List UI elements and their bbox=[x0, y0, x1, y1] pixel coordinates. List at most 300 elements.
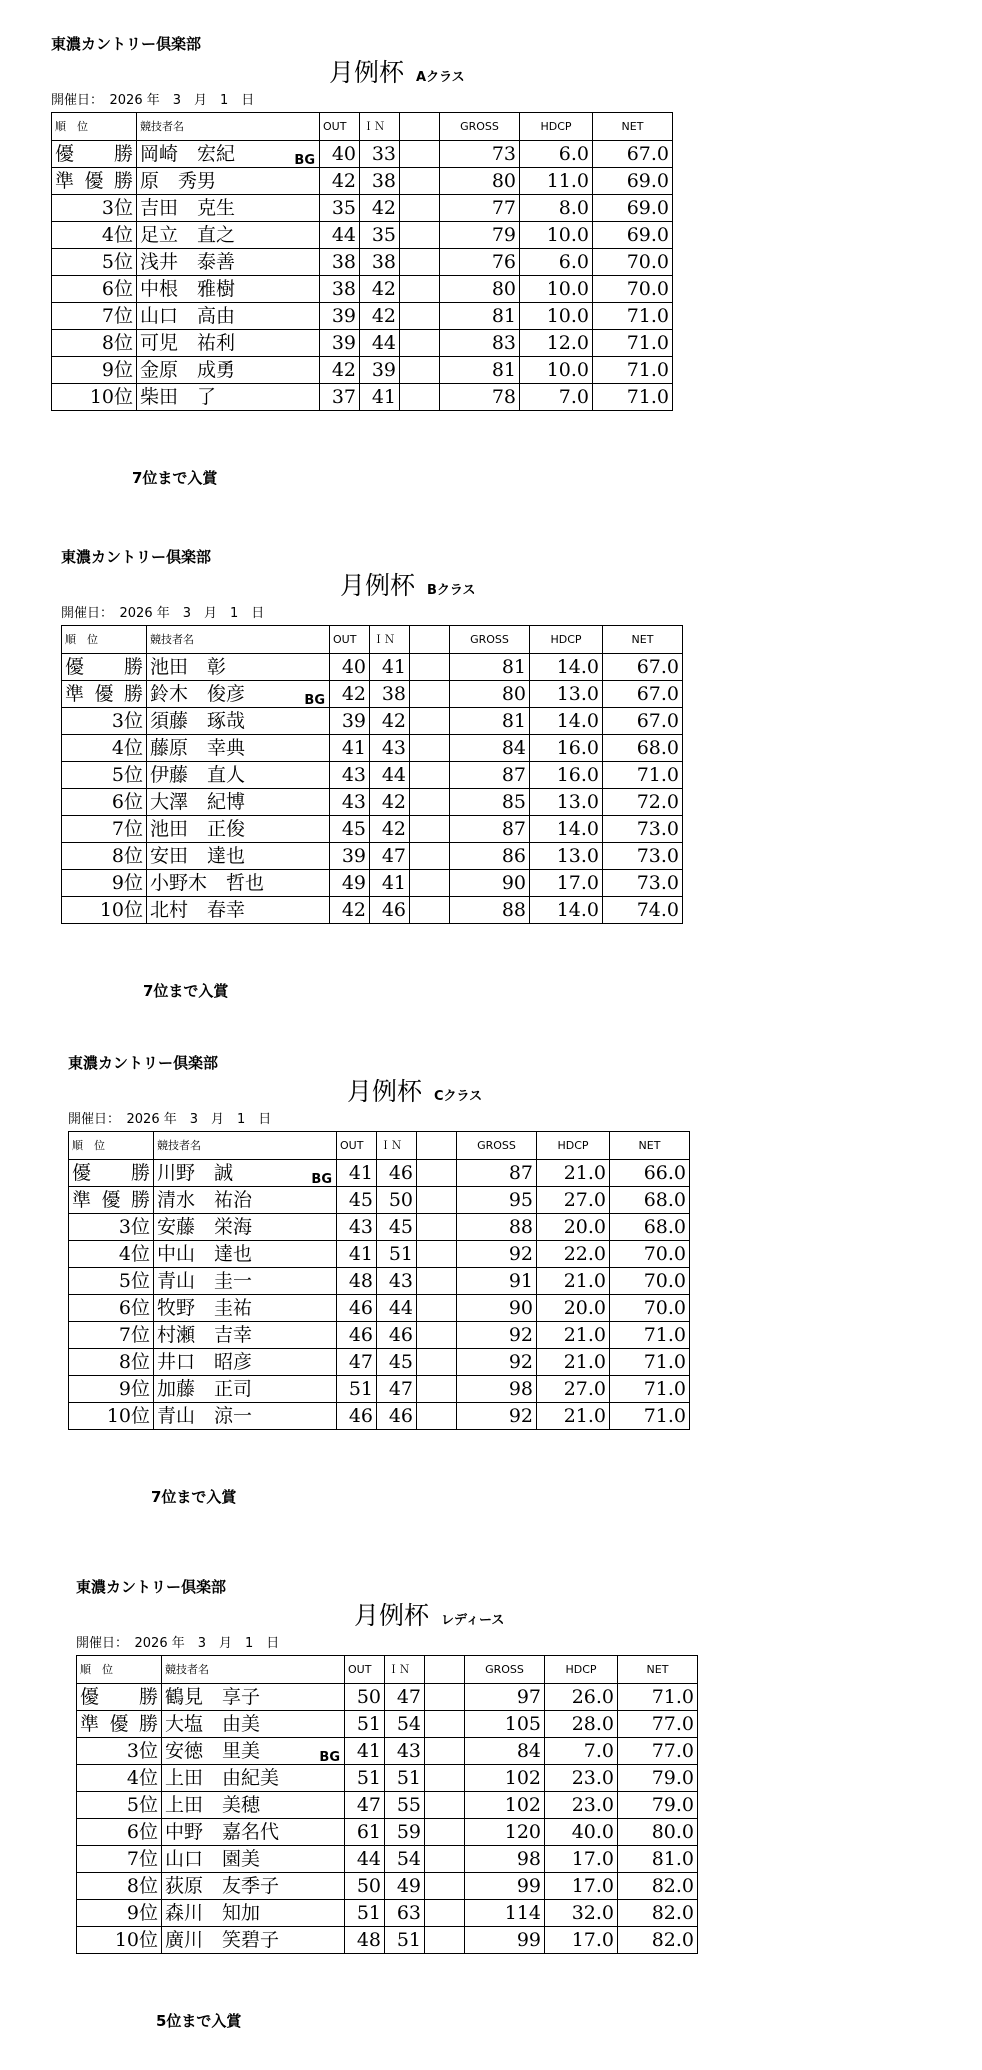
rank-cell: 4位 bbox=[77, 1765, 162, 1792]
gross-score-cell: 98 bbox=[457, 1376, 537, 1403]
player-name-cell bbox=[154, 1403, 337, 1430]
gross-score-cell: 84 bbox=[450, 735, 530, 762]
results-table bbox=[76, 1655, 698, 1954]
rank-cell: 3位 bbox=[62, 708, 147, 735]
out-score-cell: 39 bbox=[330, 708, 370, 735]
out-score-cell: 45 bbox=[330, 816, 370, 843]
player-name: 藤原 幸典 bbox=[150, 737, 246, 759]
in-score-cell: 39 bbox=[360, 357, 400, 384]
table-row bbox=[77, 1765, 698, 1792]
gross-score-cell: 78 bbox=[440, 384, 520, 411]
gross-score-cell: 86 bbox=[450, 843, 530, 870]
gross-score-cell: 88 bbox=[450, 897, 530, 924]
table-row bbox=[69, 1160, 690, 1187]
result-sheet-b-class bbox=[61, 546, 701, 1006]
player-name: 廣川 笑碧子 bbox=[165, 1929, 280, 1951]
event-date: 開催日： 2026 年 3 月 1 日 bbox=[51, 93, 255, 108]
blank-cell bbox=[400, 330, 440, 357]
gross-header: GROSS bbox=[450, 626, 530, 654]
player-name-cell bbox=[162, 1900, 345, 1927]
player-name-cell bbox=[137, 168, 320, 195]
table-row bbox=[77, 1873, 698, 1900]
in-score-cell: 51 bbox=[385, 1765, 425, 1792]
player-name-cell bbox=[137, 141, 320, 168]
gross-score-cell: 97 bbox=[465, 1684, 545, 1711]
in-header: ＩＮ bbox=[385, 1656, 425, 1684]
out-score-cell: 43 bbox=[330, 789, 370, 816]
gross-score-cell: 99 bbox=[465, 1873, 545, 1900]
out-score-cell: 41 bbox=[337, 1160, 377, 1187]
player-name-cell bbox=[154, 1268, 337, 1295]
out-score-cell: 43 bbox=[330, 762, 370, 789]
blank-header bbox=[425, 1656, 465, 1684]
gross-score-cell: 84 bbox=[465, 1738, 545, 1765]
net-score-cell: 70.0 bbox=[610, 1268, 690, 1295]
table-row bbox=[69, 1214, 690, 1241]
player-name-cell bbox=[154, 1322, 337, 1349]
gross-score-cell: 92 bbox=[457, 1322, 537, 1349]
rank-cell: 6位 bbox=[62, 789, 147, 816]
blank-cell bbox=[410, 870, 450, 897]
title-text: 月例杯 bbox=[347, 1077, 423, 1106]
title-text: 月例杯 bbox=[340, 571, 416, 600]
table-row bbox=[77, 1846, 698, 1873]
blank-cell bbox=[425, 1738, 465, 1765]
net-score-cell: 70.0 bbox=[593, 276, 673, 303]
rank-cell: 6位 bbox=[69, 1295, 154, 1322]
name-header: 競技者名 bbox=[162, 1656, 345, 1684]
prize-note: 7位まで入賞 bbox=[143, 982, 229, 1000]
player-name: 加藤 正司 bbox=[157, 1378, 253, 1400]
gross-score-cell: 83 bbox=[440, 330, 520, 357]
in-score-cell: 50 bbox=[377, 1187, 417, 1214]
in-score-cell: 42 bbox=[370, 816, 410, 843]
player-name-cell bbox=[137, 222, 320, 249]
blank-cell bbox=[425, 1684, 465, 1711]
net-score-cell: 71.0 bbox=[618, 1684, 698, 1711]
rank-cell: 6位 bbox=[52, 276, 137, 303]
in-score-cell: 63 bbox=[385, 1900, 425, 1927]
rank-cell: 準優勝 bbox=[52, 168, 137, 195]
player-name: 牧野 圭祐 bbox=[157, 1297, 253, 1319]
player-name: 可児 祐利 bbox=[140, 332, 236, 354]
rank-cell: 4位 bbox=[69, 1241, 154, 1268]
net-score-cell: 68.0 bbox=[610, 1214, 690, 1241]
table-row bbox=[52, 168, 673, 195]
out-score-cell: 42 bbox=[330, 681, 370, 708]
in-score-cell: 42 bbox=[370, 789, 410, 816]
rank-header: 順 位 bbox=[77, 1656, 162, 1684]
in-score-cell: 54 bbox=[385, 1711, 425, 1738]
hdcp-cell: 21.0 bbox=[537, 1349, 610, 1376]
rank-cell: 3位 bbox=[69, 1214, 154, 1241]
gross-score-cell: 95 bbox=[457, 1187, 537, 1214]
name-header: 競技者名 bbox=[154, 1132, 337, 1160]
blank-cell bbox=[400, 195, 440, 222]
table-row bbox=[62, 762, 683, 789]
net-score-cell: 80.0 bbox=[618, 1819, 698, 1846]
gross-score-cell: 90 bbox=[457, 1295, 537, 1322]
blank-cell bbox=[410, 735, 450, 762]
blank-cell bbox=[425, 1819, 465, 1846]
blank-cell bbox=[425, 1873, 465, 1900]
table-row bbox=[62, 843, 683, 870]
table-row bbox=[77, 1684, 698, 1711]
out-header: OUT bbox=[345, 1656, 385, 1684]
in-score-cell: 45 bbox=[377, 1349, 417, 1376]
gross-score-cell: 80 bbox=[440, 276, 520, 303]
net-score-cell: 67.0 bbox=[593, 141, 673, 168]
in-header: ＩＮ bbox=[370, 626, 410, 654]
in-score-cell: 42 bbox=[360, 195, 400, 222]
rank-cell: 5位 bbox=[62, 762, 147, 789]
gross-score-cell: 73 bbox=[440, 141, 520, 168]
hdcp-header: HDCP bbox=[520, 113, 593, 141]
out-score-cell: 37 bbox=[320, 384, 360, 411]
player-name: 岡崎 宏紀 bbox=[140, 143, 236, 165]
net-score-cell: 73.0 bbox=[603, 870, 683, 897]
net-score-cell: 71.0 bbox=[593, 330, 673, 357]
rank-cell: 3位 bbox=[77, 1738, 162, 1765]
out-score-cell: 46 bbox=[337, 1295, 377, 1322]
out-score-cell: 41 bbox=[345, 1738, 385, 1765]
out-score-cell: 42 bbox=[320, 168, 360, 195]
title-text: 月例杯 bbox=[329, 58, 405, 87]
gross-score-cell: 81 bbox=[440, 303, 520, 330]
gross-header: GROSS bbox=[457, 1132, 537, 1160]
net-score-cell: 70.0 bbox=[610, 1295, 690, 1322]
hdcp-cell: 21.0 bbox=[537, 1160, 610, 1187]
out-score-cell: 51 bbox=[345, 1900, 385, 1927]
in-score-cell: 43 bbox=[377, 1268, 417, 1295]
table-row bbox=[69, 1241, 690, 1268]
blank-cell bbox=[417, 1295, 457, 1322]
hdcp-cell: 27.0 bbox=[537, 1376, 610, 1403]
player-name-cell bbox=[162, 1684, 345, 1711]
out-score-cell: 38 bbox=[320, 276, 360, 303]
net-header: NET bbox=[618, 1656, 698, 1684]
player-name: 荻原 友季子 bbox=[165, 1875, 280, 1897]
player-name: 清水 祐治 bbox=[157, 1189, 253, 1211]
table-row bbox=[52, 141, 673, 168]
blank-cell bbox=[425, 1927, 465, 1954]
player-name: 井口 昭彦 bbox=[157, 1351, 253, 1373]
rank-cell: 優 勝 bbox=[69, 1160, 154, 1187]
hdcp-cell: 10.0 bbox=[520, 276, 593, 303]
hdcp-cell: 13.0 bbox=[530, 681, 603, 708]
player-name: 安徳 里美 bbox=[165, 1740, 261, 1762]
in-score-cell: 51 bbox=[385, 1927, 425, 1954]
player-name-cell bbox=[137, 303, 320, 330]
hdcp-cell: 20.0 bbox=[537, 1214, 610, 1241]
in-score-cell: 49 bbox=[385, 1873, 425, 1900]
class-label: Aクラス bbox=[416, 70, 465, 85]
net-score-cell: 81.0 bbox=[618, 1846, 698, 1873]
class-label: レディース bbox=[441, 1613, 505, 1628]
player-name: 上田 美穂 bbox=[165, 1794, 261, 1816]
in-score-cell: 54 bbox=[385, 1846, 425, 1873]
player-name: 原 秀男 bbox=[140, 170, 217, 192]
hdcp-cell: 14.0 bbox=[530, 708, 603, 735]
out-score-cell: 51 bbox=[345, 1711, 385, 1738]
player-name-cell bbox=[162, 1738, 345, 1765]
table-row bbox=[69, 1295, 690, 1322]
rank-cell: 9位 bbox=[69, 1376, 154, 1403]
best-gross-badge: BG bbox=[304, 693, 325, 708]
net-score-cell: 71.0 bbox=[593, 357, 673, 384]
in-score-cell: 55 bbox=[385, 1792, 425, 1819]
player-name: 中野 嘉名代 bbox=[165, 1821, 280, 1843]
results-table bbox=[61, 625, 683, 924]
player-name-cell bbox=[154, 1241, 337, 1268]
in-header: ＩＮ bbox=[360, 113, 400, 141]
in-score-cell: 41 bbox=[360, 384, 400, 411]
rank-cell: 3位 bbox=[52, 195, 137, 222]
blank-cell bbox=[400, 141, 440, 168]
net-score-cell: 66.0 bbox=[610, 1160, 690, 1187]
player-name-cell bbox=[162, 1819, 345, 1846]
player-name-cell bbox=[162, 1846, 345, 1873]
hdcp-cell: 10.0 bbox=[520, 357, 593, 384]
rank-header: 順 位 bbox=[52, 113, 137, 141]
out-score-cell: 47 bbox=[345, 1792, 385, 1819]
in-score-cell: 45 bbox=[377, 1214, 417, 1241]
player-name: 池田 彰 bbox=[150, 656, 227, 678]
in-score-cell: 47 bbox=[370, 843, 410, 870]
hdcp-cell: 32.0 bbox=[545, 1900, 618, 1927]
out-score-cell: 48 bbox=[337, 1268, 377, 1295]
blank-cell bbox=[417, 1187, 457, 1214]
player-name: 山口 園美 bbox=[165, 1848, 261, 1870]
net-score-cell: 73.0 bbox=[603, 843, 683, 870]
player-name-cell bbox=[147, 897, 330, 924]
gross-score-cell: 98 bbox=[465, 1846, 545, 1873]
in-score-cell: 41 bbox=[370, 654, 410, 681]
blank-cell bbox=[417, 1214, 457, 1241]
table-row bbox=[62, 654, 683, 681]
blank-cell bbox=[410, 897, 450, 924]
rank-cell: 10位 bbox=[69, 1403, 154, 1430]
net-score-cell: 67.0 bbox=[603, 654, 683, 681]
result-sheet-c-class bbox=[68, 1052, 708, 1512]
player-name: 安藤 栄海 bbox=[157, 1216, 253, 1238]
table-row bbox=[77, 1927, 698, 1954]
gross-score-cell: 105 bbox=[465, 1711, 545, 1738]
player-name-cell bbox=[147, 789, 330, 816]
blank-cell bbox=[410, 816, 450, 843]
player-name: 浅井 泰善 bbox=[140, 251, 236, 273]
table-row bbox=[62, 789, 683, 816]
rank-cell: 7位 bbox=[69, 1322, 154, 1349]
blank-header bbox=[417, 1132, 457, 1160]
results-table bbox=[68, 1131, 690, 1430]
blank-cell bbox=[400, 357, 440, 384]
out-score-cell: 39 bbox=[320, 330, 360, 357]
results-table bbox=[51, 112, 673, 411]
table-row bbox=[62, 681, 683, 708]
net-score-cell: 79.0 bbox=[618, 1765, 698, 1792]
rank-cell: 5位 bbox=[52, 249, 137, 276]
gross-score-cell: 76 bbox=[440, 249, 520, 276]
blank-cell bbox=[417, 1160, 457, 1187]
best-gross-badge: BG bbox=[319, 1750, 340, 1765]
out-header: OUT bbox=[330, 626, 370, 654]
prize-note: 7位まで入賞 bbox=[132, 469, 218, 487]
out-score-cell: 39 bbox=[330, 843, 370, 870]
rank-cell: 10位 bbox=[62, 897, 147, 924]
hdcp-cell: 14.0 bbox=[530, 654, 603, 681]
player-name-cell bbox=[154, 1187, 337, 1214]
player-name: 青山 圭一 bbox=[157, 1270, 253, 1292]
hdcp-cell: 6.0 bbox=[520, 141, 593, 168]
out-score-cell: 46 bbox=[337, 1322, 377, 1349]
table-row bbox=[52, 330, 673, 357]
event-date: 開催日： 2026 年 3 月 1 日 bbox=[61, 606, 265, 621]
out-score-cell: 51 bbox=[337, 1376, 377, 1403]
player-name-cell bbox=[154, 1295, 337, 1322]
player-name: 中根 雅樹 bbox=[140, 278, 236, 300]
gross-score-cell: 80 bbox=[440, 168, 520, 195]
net-score-cell: 82.0 bbox=[618, 1927, 698, 1954]
hdcp-cell: 10.0 bbox=[520, 303, 593, 330]
in-score-cell: 46 bbox=[377, 1160, 417, 1187]
table-row bbox=[69, 1403, 690, 1430]
player-name: 金原 成勇 bbox=[140, 359, 236, 381]
blank-cell bbox=[410, 708, 450, 735]
rank-header: 順 位 bbox=[69, 1132, 154, 1160]
rank-cell: 7位 bbox=[62, 816, 147, 843]
out-score-cell: 50 bbox=[345, 1684, 385, 1711]
hdcp-cell: 27.0 bbox=[537, 1187, 610, 1214]
in-score-cell: 42 bbox=[360, 303, 400, 330]
player-name-cell bbox=[147, 816, 330, 843]
gross-score-cell: 114 bbox=[465, 1900, 545, 1927]
net-score-cell: 71.0 bbox=[610, 1349, 690, 1376]
net-score-cell: 68.0 bbox=[603, 735, 683, 762]
hdcp-cell: 7.0 bbox=[545, 1738, 618, 1765]
rank-cell: 5位 bbox=[69, 1268, 154, 1295]
out-score-cell: 47 bbox=[337, 1349, 377, 1376]
net-score-cell: 67.0 bbox=[603, 708, 683, 735]
player-name: 須藤 琢哉 bbox=[150, 710, 246, 732]
hdcp-cell: 20.0 bbox=[537, 1295, 610, 1322]
net-score-cell: 77.0 bbox=[618, 1738, 698, 1765]
player-name-cell bbox=[162, 1711, 345, 1738]
player-name: 柴田 了 bbox=[140, 386, 217, 408]
hdcp-cell: 14.0 bbox=[530, 897, 603, 924]
player-name: 鈴木 俊彦 bbox=[150, 683, 246, 705]
player-name: 北村 春幸 bbox=[150, 899, 246, 921]
out-score-cell: 42 bbox=[330, 897, 370, 924]
player-name-cell bbox=[147, 843, 330, 870]
event-date: 開催日： 2026 年 3 月 1 日 bbox=[68, 1112, 272, 1127]
out-score-cell: 44 bbox=[320, 222, 360, 249]
hdcp-cell: 14.0 bbox=[530, 816, 603, 843]
net-score-cell: 72.0 bbox=[603, 789, 683, 816]
event-date: 開催日： 2026 年 3 月 1 日 bbox=[76, 1636, 280, 1651]
out-score-cell: 40 bbox=[330, 654, 370, 681]
rank-cell: 9位 bbox=[52, 357, 137, 384]
hdcp-cell: 6.0 bbox=[520, 249, 593, 276]
out-score-cell: 38 bbox=[320, 249, 360, 276]
net-score-cell: 71.0 bbox=[603, 762, 683, 789]
rank-cell: 優 勝 bbox=[52, 141, 137, 168]
result-sheet-a-class bbox=[51, 33, 691, 493]
out-score-cell: 40 bbox=[320, 141, 360, 168]
out-score-cell: 45 bbox=[337, 1187, 377, 1214]
gross-score-cell: 88 bbox=[457, 1214, 537, 1241]
rank-cell: 7位 bbox=[52, 303, 137, 330]
rank-cell: 8位 bbox=[52, 330, 137, 357]
gross-score-cell: 92 bbox=[457, 1349, 537, 1376]
out-score-cell: 51 bbox=[345, 1765, 385, 1792]
table-row bbox=[62, 816, 683, 843]
gross-score-cell: 90 bbox=[450, 870, 530, 897]
net-score-cell: 70.0 bbox=[593, 249, 673, 276]
rank-cell: 準優勝 bbox=[62, 681, 147, 708]
blank-cell bbox=[400, 222, 440, 249]
player-name-cell bbox=[154, 1160, 337, 1187]
net-score-cell: 71.0 bbox=[610, 1403, 690, 1430]
rank-cell: 8位 bbox=[69, 1349, 154, 1376]
blank-cell bbox=[417, 1268, 457, 1295]
table-row bbox=[52, 276, 673, 303]
player-name-cell bbox=[162, 1873, 345, 1900]
rank-header: 順 位 bbox=[62, 626, 147, 654]
hdcp-cell: 7.0 bbox=[520, 384, 593, 411]
out-score-cell: 50 bbox=[345, 1873, 385, 1900]
table-row bbox=[77, 1792, 698, 1819]
in-score-cell: 51 bbox=[377, 1241, 417, 1268]
blank-cell bbox=[417, 1403, 457, 1430]
table-row bbox=[77, 1900, 698, 1927]
rank-cell: 4位 bbox=[62, 735, 147, 762]
out-score-cell: 41 bbox=[330, 735, 370, 762]
gross-score-cell: 92 bbox=[457, 1403, 537, 1430]
rank-cell: 10位 bbox=[52, 384, 137, 411]
competition-title bbox=[347, 1072, 482, 1108]
gross-score-cell: 77 bbox=[440, 195, 520, 222]
player-name-cell bbox=[147, 735, 330, 762]
rank-cell: 準優勝 bbox=[77, 1711, 162, 1738]
hdcp-cell: 13.0 bbox=[530, 843, 603, 870]
net-score-cell: 82.0 bbox=[618, 1873, 698, 1900]
out-score-cell: 41 bbox=[337, 1241, 377, 1268]
name-header: 競技者名 bbox=[147, 626, 330, 654]
in-score-cell: 38 bbox=[370, 681, 410, 708]
hdcp-cell: 23.0 bbox=[545, 1792, 618, 1819]
player-name: 大澤 紀博 bbox=[150, 791, 246, 813]
in-score-cell: 38 bbox=[360, 249, 400, 276]
player-name-cell bbox=[154, 1349, 337, 1376]
player-name-cell bbox=[162, 1792, 345, 1819]
player-name-cell bbox=[137, 330, 320, 357]
rank-cell: 8位 bbox=[62, 843, 147, 870]
in-header: ＩＮ bbox=[377, 1132, 417, 1160]
table-row bbox=[69, 1349, 690, 1376]
class-label: Cクラス bbox=[434, 1089, 483, 1104]
hdcp-cell: 28.0 bbox=[545, 1711, 618, 1738]
best-gross-badge: BG bbox=[294, 153, 315, 168]
in-score-cell: 59 bbox=[385, 1819, 425, 1846]
table-header-row bbox=[62, 626, 683, 654]
rank-cell: 9位 bbox=[62, 870, 147, 897]
hdcp-cell: 17.0 bbox=[545, 1846, 618, 1873]
gross-score-cell: 80 bbox=[450, 681, 530, 708]
table-row bbox=[77, 1711, 698, 1738]
gross-score-cell: 81 bbox=[450, 654, 530, 681]
player-name-cell bbox=[162, 1927, 345, 1954]
